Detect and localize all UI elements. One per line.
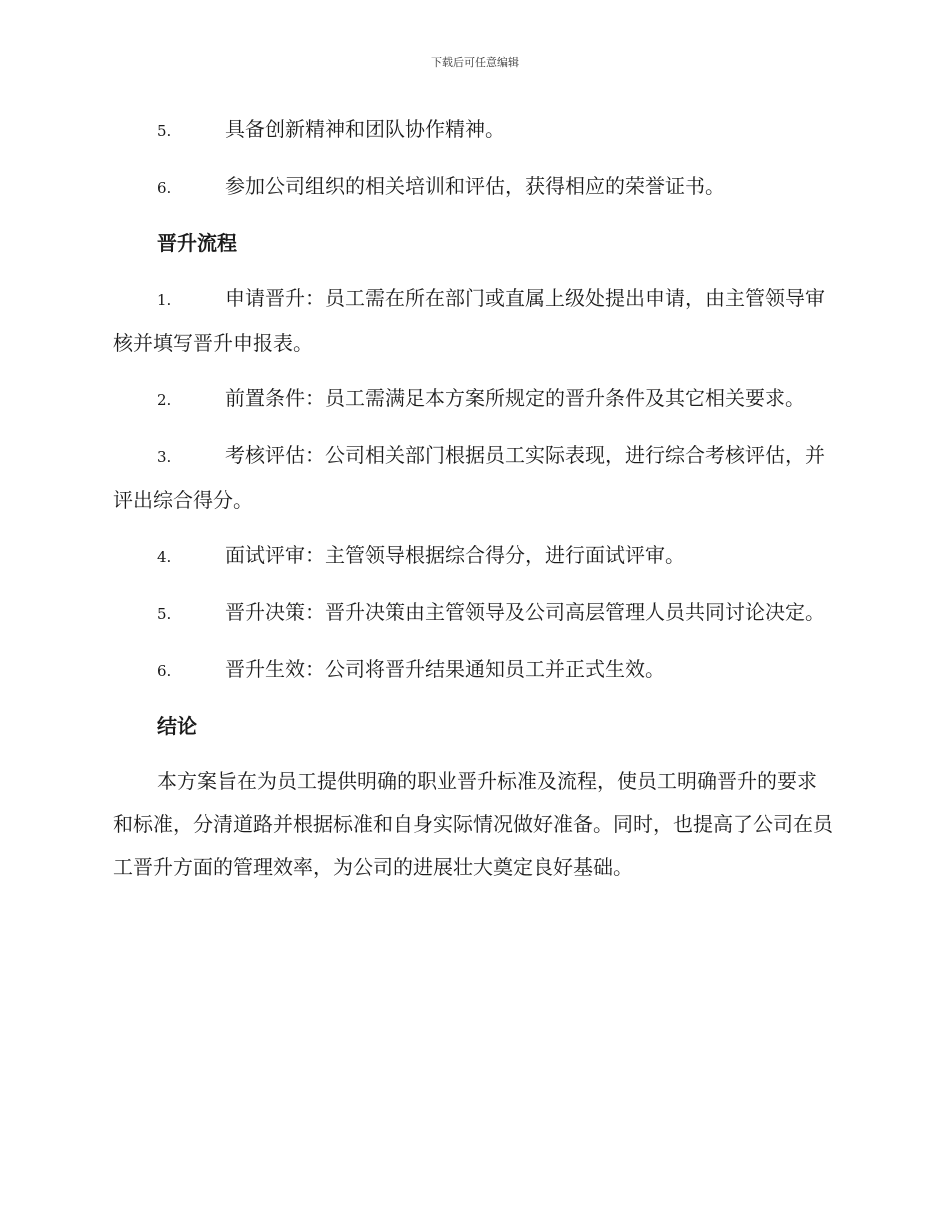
list-item-text: 参加公司组织的相关培训和评估，获得相应的荣誉证书。 <box>225 174 725 198</box>
list-item <box>113 165 835 210</box>
section-heading-conclusion: 结论 <box>157 714 197 738</box>
list-item-number: 1. <box>157 291 172 309</box>
list-item-number: 2. <box>157 391 172 409</box>
list-item <box>113 377 835 422</box>
list-item-text: 具备创新精神和团队协作精神。 <box>225 117 505 141</box>
list-item <box>113 648 835 693</box>
document-body <box>113 108 835 889</box>
list-item-number: 5. <box>157 605 172 623</box>
list-item-text: 申请晋升：员工需在所在部门或直属上级处提出申请，由主管领导审核并填写晋升申报表。 <box>113 286 825 355</box>
conclusion-paragraph: 本方案旨在为员工提供明确的职业晋升标准及流程，使员工明确晋升的要求和标准，分清道路并根据标准和自身实际情况做好准备。同时，也提高了公司在员工晋升方面的管理效率，为公司的进展壮大奠定良好基础。 <box>113 769 833 879</box>
list-item-text: 前置条件：员工需满足本方案所规定的晋升条件及其它相关要求。 <box>225 386 805 410</box>
list-item-text: 晋升生效：公司将晋升结果通知员工并正式生效。 <box>225 657 665 681</box>
list-item <box>113 277 835 365</box>
list-item-number: 4. <box>157 548 172 566</box>
list-item-text: 晋升决策：晋升决策由主管领导及公司高层管理人员共同讨论决定。 <box>225 600 825 624</box>
list-item <box>113 534 835 579</box>
list-item <box>113 108 835 153</box>
list-item-text: 考核评估：公司相关部门根据员工实际表现，进行综合考核评估，并评出综合得分。 <box>113 443 825 512</box>
list-item <box>113 434 835 522</box>
page-header-note: 下载后可任意编辑 <box>431 56 519 69</box>
list-item-number: 6. <box>157 662 172 680</box>
section-heading-promotion: 晋升流程 <box>157 231 237 255</box>
list-item-number: 5. <box>157 122 172 140</box>
list-item-number: 3. <box>157 448 172 466</box>
list-item-text: 面试评审：主管领导根据综合得分，进行面试评审。 <box>225 543 685 567</box>
list-item-number: 6. <box>157 179 172 197</box>
list-item <box>113 591 835 636</box>
